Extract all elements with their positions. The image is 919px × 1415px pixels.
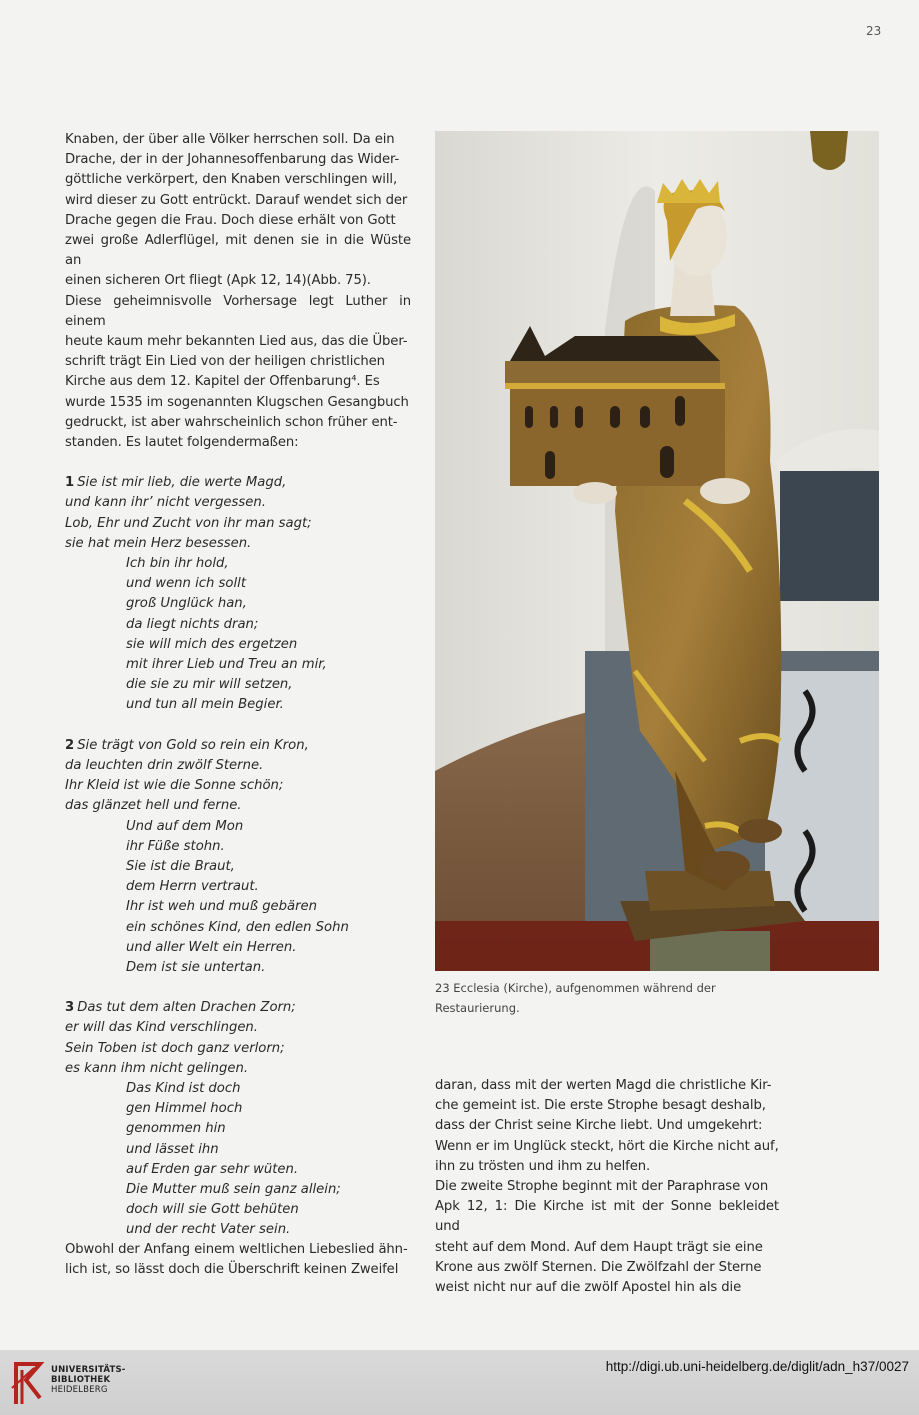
right-text-line: Die zweite Strophe beginnt mit der Paraphrase von	[435, 1179, 769, 1195]
poem-line-text: es kann ihm nicht gelingen.	[65, 1060, 249, 1076]
bottom-left-line: lich ist, so lässt doch die Überschrift keinen Zweifel	[65, 1262, 399, 1278]
poem-line-text: genommen hin	[126, 1121, 226, 1137]
poem-line-text: und lässet ihn	[126, 1141, 219, 1157]
poem-line-text: und tun all mein Begier.	[126, 697, 284, 713]
poem-line	[65, 675, 411, 695]
poem-line-text: und wenn ich sollt	[126, 576, 246, 592]
poem-line	[65, 1160, 411, 1180]
poem-line	[65, 776, 411, 796]
right-text-line: steht auf dem Mond. Auf dem Haupt trägt sie eine	[435, 1239, 763, 1255]
poem-line	[65, 554, 411, 574]
poem-line-text: und aller Welt ein Herren.	[126, 939, 297, 955]
poem-line-text: ein schönes Kind, den edlen Sohn	[126, 919, 349, 935]
digitization-footer	[0, 1350, 919, 1415]
poem-line-text: Und auf dem Mon	[126, 818, 244, 834]
right-text-line: weist nicht nur auf die zwölf Apostel hin als die	[435, 1280, 742, 1296]
logo-line-3: HEIDELBERG	[51, 1385, 108, 1395]
poem-stanza	[65, 998, 411, 1240]
right-text-line: ihn zu trösten und ihm zu helfen.	[435, 1158, 651, 1174]
poem-line	[65, 514, 411, 534]
university-library-logo-icon	[10, 1358, 46, 1406]
poem-line-text: Lob, Ehr und Zucht von ihr man sagt;	[65, 515, 312, 531]
logo-line-2: BIBLIOTHEK	[51, 1375, 111, 1385]
right-column-text	[435, 1076, 779, 1298]
intro-line: Drache gegen die Frau. Doch diese erhält von Gott	[65, 212, 396, 228]
stanza-number: 1	[65, 475, 75, 491]
poem-line	[65, 756, 411, 776]
right-text-line: dass der Christ seine Kirche liebt. Und umgekehrt:	[435, 1118, 763, 1134]
stanza-number: 3	[65, 1000, 75, 1016]
poem-line-text: er will das Kind verschlingen.	[65, 1020, 258, 1036]
logo-line-1: UNIVERSITÄTS-	[51, 1365, 126, 1375]
poem-line-text: groß Unglück han,	[126, 596, 247, 612]
poem-line-text: da liegt nichts dran;	[126, 616, 259, 632]
intro-line: göttliche verkörpert, den Knaben verschlingen will,	[65, 172, 398, 188]
poem-line	[65, 958, 411, 978]
intro-line: standen. Es lautet folgendermaßen:	[65, 435, 299, 451]
poem-line-text: das glänzet hell und ferne.	[65, 798, 242, 814]
poem-line-text: und kann ihr’ nicht vergessen.	[65, 495, 266, 511]
poem-line	[65, 1099, 411, 1119]
poem-line	[65, 796, 411, 816]
intro-line: zwei große Adlerflügel, mit denen sie in die Wüste an	[65, 233, 411, 269]
figure-caption	[435, 978, 755, 1018]
poem-line-text: Das Kind ist doch	[126, 1080, 241, 1096]
poem-line	[65, 817, 411, 837]
page-number: 23	[866, 24, 882, 38]
poem-line-text: Sein Toben ist doch ganz verlorn;	[65, 1040, 285, 1056]
poem-line	[65, 1018, 411, 1038]
library-logo-text	[51, 1365, 126, 1395]
luther-poem	[65, 473, 411, 1240]
poem-line-text: mit ihrer Lieb und Treu an mir,	[126, 657, 327, 673]
stanza-number: 2	[65, 737, 75, 753]
poem-line	[65, 574, 411, 594]
poem-line	[65, 736, 411, 756]
poem-stanza	[65, 473, 411, 715]
poem-line	[65, 1200, 411, 1220]
poem-line	[65, 998, 411, 1018]
poem-line	[65, 635, 411, 655]
poem-line-text: Das tut dem alten Drachen Zorn;	[77, 1000, 296, 1016]
poem-line	[65, 1039, 411, 1059]
intro-line: Kirche aus dem 12. Kapitel der Offenbarung⁴. Es	[65, 374, 380, 390]
right-text-line: daran, dass mit der werten Magd die christliche Kir-	[435, 1078, 772, 1093]
poem-line	[65, 857, 411, 877]
poem-line	[65, 897, 411, 917]
poem-line	[65, 837, 411, 857]
poem-line-text: Ihr ist weh und muß gebären	[126, 899, 318, 915]
right-text-line: Apk 12, 1: Die Kirche ist mit der Sonne bekleidet und	[435, 1199, 779, 1235]
poem-line-text: Ihr Kleid ist wie die Sonne schön;	[65, 778, 284, 794]
intro-line: Knaben, der über alle Völker herrschen soll. Da ein	[65, 132, 395, 147]
poem-line	[65, 615, 411, 635]
poem-line	[65, 1220, 411, 1240]
poem-line-text: gen Himmel hoch	[126, 1101, 243, 1117]
poem-line-text: Die Mutter muß sein ganz allein;	[126, 1181, 341, 1197]
poem-line	[65, 918, 411, 938]
bottom-left-line: Obwohl der Anfang einem weltlichen Liebeslied ähn-	[65, 1242, 408, 1257]
poem-line-text: auf Erden gar sehr wüten.	[126, 1161, 299, 1177]
poem-line	[65, 695, 411, 715]
poem-line-text: sie will mich des ergetzen	[126, 636, 298, 652]
poem-line-text: Sie ist mir lieb, die werte Magd,	[77, 475, 287, 491]
poem-line-text: doch will sie Gott behüten	[126, 1202, 299, 1218]
intro-paragraph	[65, 130, 411, 453]
poem-line-text: sie hat mein Herz besessen.	[65, 535, 252, 551]
poem-line	[65, 493, 411, 513]
poem-line	[65, 1140, 411, 1160]
intro-line: wurde 1535 im sogenannten Klugschen Gesangbuch	[65, 394, 409, 410]
right-text-line: Wenn er im Unglück steckt, hört die Kirche nicht auf,	[435, 1138, 779, 1154]
intro-line: schrift trägt Ein Lied von der heiligen christlichen	[65, 354, 385, 370]
caption-line-2: Restaurierung.	[435, 1001, 520, 1015]
poem-line	[65, 473, 411, 493]
poem-line	[65, 655, 411, 675]
intro-line: wird dieser zu Gott entrückt. Darauf wendet sich der	[65, 192, 408, 208]
poem-line	[65, 1079, 411, 1099]
poem-line-text: da leuchten drin zwölf Sterne.	[65, 757, 264, 773]
left-column	[65, 130, 411, 1261]
poem-line-text: und der recht Vater sein.	[126, 1222, 291, 1238]
poem-line	[65, 877, 411, 897]
poem-line	[65, 1180, 411, 1200]
intro-line: heute kaum mehr bekannten Lied aus, das die Über-	[65, 334, 408, 350]
poem-line	[65, 938, 411, 958]
caption-line-1: 23 Ecclesia (Kirche), aufgenommen während der	[435, 981, 716, 995]
bottom-left-paragraph	[65, 1240, 411, 1280]
poem-line	[65, 534, 411, 554]
poem-stanza	[65, 736, 411, 978]
poem-line	[65, 1059, 411, 1079]
poem-line-text: Ich bin ihr hold,	[126, 556, 229, 572]
ecclesia-photo	[435, 131, 879, 971]
intro-line: einen sicheren Ort fliegt (Apk 12, 14)(Abb. 75).	[65, 273, 371, 289]
right-text-line: che gemeint ist. Die erste Strophe besagt deshalb,	[435, 1098, 766, 1114]
intro-line: Drache, der in der Johannesoffenbarung das Wider-	[65, 152, 400, 168]
source-url-link[interactable]: http://digi.ub.uni-heidelberg.de/diglit/adn_h37/0027	[605, 1359, 909, 1374]
intro-line: Diese geheimnisvolle Vorhersage legt Luther in einem	[65, 293, 411, 329]
poem-line-text: Sie trägt von Gold so rein ein Kron,	[77, 737, 309, 753]
poem-line-text: Sie ist die Braut,	[126, 858, 235, 874]
poem-line-text: dem Herrn vertraut.	[126, 879, 259, 895]
intro-line: gedruckt, ist aber wahrscheinlich schon früher ent-	[65, 414, 398, 430]
poem-line	[65, 1119, 411, 1139]
poem-line	[65, 594, 411, 614]
poem-line-text: Dem ist sie untertan.	[126, 959, 266, 975]
poem-line-text: ihr Füße stohn.	[126, 838, 225, 854]
right-text-line: Krone aus zwölf Sternen. Die Zwölfzahl der Sterne	[435, 1259, 762, 1275]
poem-line-text: die sie zu mir will setzen,	[126, 677, 293, 693]
